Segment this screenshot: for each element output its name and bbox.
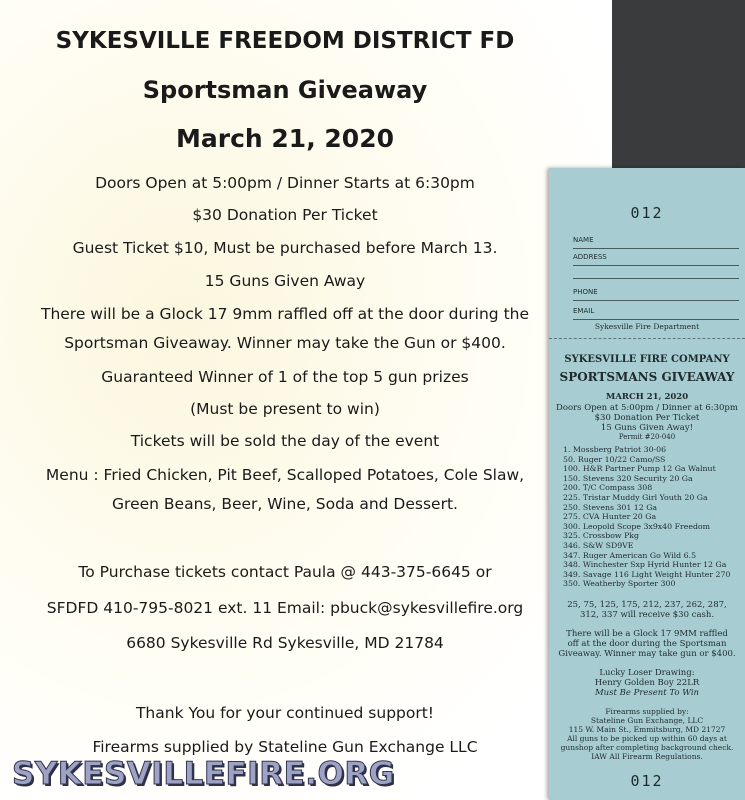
supplier-1: Firearms supplied by:	[605, 707, 689, 716]
cash-numbers-1: 25, 75, 125, 175, 212, 237, 262, 287,	[567, 600, 727, 610]
prize-item: 350. Weatherby Sporter 300	[563, 579, 676, 589]
raffle-ticket	[549, 168, 745, 800]
glock-text-1: There will be a Glock 17 9MM raffled	[566, 629, 728, 639]
glock-text-2: off at the door during the Sportsman	[567, 639, 727, 649]
flyer-guns: 15 Guns Given Away	[204, 272, 366, 290]
flyer-menu-1: Menu : Fried Chicken, Pit Beef, Scalloped Potatoes, Cole Slaw,	[45, 466, 525, 484]
flyer-tickets-sold: Tickets will be sold the day of the event	[130, 432, 440, 450]
flyer-address: 6680 Sykesville Rd Sykesville, MD 21784	[126, 634, 444, 652]
flyer-guest-ticket: Guest Ticket $10, Must be purchased before March 13.	[72, 239, 498, 257]
stub-department: Sykesville Fire Department	[594, 322, 700, 331]
prize-item: 348. Winchester Sxp Hyrid Hunter 12 Ga	[563, 560, 727, 570]
address-line-2	[573, 278, 739, 279]
prize-item: 275. CVA Hunter 20 Ga	[563, 512, 657, 522]
flyer-contact-2: SFDFD 410-795-8021 ext. 11 Email: pbuck@sykesvillefire.org	[46, 599, 524, 617]
lucky-loser-title: Lucky Loser Drawing:	[599, 668, 695, 678]
ticket-event: SPORTSMANS GIVEAWAY	[559, 370, 735, 384]
stub-number: 012	[630, 204, 664, 222]
ticket-company: SYKESVILLE FIRE COMPANY	[564, 354, 730, 365]
prize-item: 346. S&W SD9VE	[563, 540, 634, 550]
prize-item: 150. Stevens 320 Security 20 Ga	[563, 473, 693, 483]
flyer-thanks: Thank You for your continued support!	[135, 704, 435, 722]
supplier-6: IAW All Firearm Regulations.	[591, 752, 703, 761]
ticket-permit: Permit #20-040	[618, 433, 676, 441]
flyer-doors: Doors Open at 5:00pm / Dinner Starts at 6:30pm	[95, 174, 475, 192]
prize-item: 200. T/C Compass 308	[563, 483, 653, 493]
prize-item: 225. Tristar Muddy Girl Youth 20 Ga	[563, 492, 708, 502]
email-field: EMAIL	[573, 307, 739, 320]
flyer-guaranteed: Guaranteed Winner of 1 of the top 5 gun prizes	[101, 368, 469, 386]
prize-item: 349. Savage 116 Light Weight Hunter 270	[563, 569, 731, 579]
supplier-3: 115 W. Main St., Emmitsburg, MD 21727	[568, 725, 726, 734]
flyer-donation: $30 Donation Per Ticket	[192, 206, 378, 224]
prize-item: 347. Ruger American Go Wild 6.5	[563, 550, 697, 560]
ticket-date: MARCH 21, 2020	[605, 392, 689, 402]
prize-item: 50. Ruger 10/22 Camo/SS	[563, 454, 666, 464]
flyer-date: March 21, 2020	[176, 124, 394, 153]
ticket-guns: 15 Guns Given Away!	[600, 423, 694, 433]
supplier-2: Stateline Gun Exchange, LLC	[590, 716, 704, 725]
must-be-present: Must Be Present To Win	[594, 688, 700, 698]
prize-item: 250. Stevens 301 12 Ga	[563, 502, 658, 512]
flyer-subtitle: Sportsman Giveaway	[142, 76, 428, 104]
prize-item: 300. Leopold Scope 3x9x40 Freedom	[563, 521, 711, 531]
flyer-present: (Must be present to win)	[190, 400, 380, 418]
prize-item: 325. Crossbow Pkg	[563, 531, 640, 541]
flyer-menu-2: Green Beans, Beer, Wine, Soda and Dessert.	[112, 495, 458, 513]
site-watermark: SYKESVILLEFIRE.ORG	[12, 756, 395, 792]
name-field: NAME	[573, 236, 739, 249]
supplier-4: All guns to be picked up within 60 days at	[567, 734, 727, 743]
ticket-doors: Doors Open at 5:00pm / Dinner at 6:30pm	[556, 403, 738, 413]
flyer-supplier: Firearms supplied by Stateline Gun Exchange LLC	[92, 738, 478, 756]
prize-item: 1. Mossberg Patriot 30-06	[563, 445, 667, 454]
perforation	[549, 338, 745, 339]
ticket-number: 012	[630, 772, 664, 790]
flyer-title: SYKESVILLE FREEDOM DISTRICT FD	[55, 28, 515, 54]
flyer-glock-1: There will be a Glock 17 9mm raffled off at the door during the	[40, 305, 530, 323]
ticket-donation: $30 Donation Per Ticket	[594, 413, 700, 423]
flyer-glock-2: Sportsman Giveaway. Winner may take the Gun or $400.	[64, 334, 506, 352]
prize-list	[563, 445, 730, 589]
lucky-loser-prize: Henry Golden Boy 22LR	[594, 678, 700, 688]
supplier-5: gunshop after completing background check.	[560, 743, 734, 752]
address-field: ADDRESS	[573, 253, 739, 266]
flyer-contact-1: To Purchase tickets contact Paula @ 443-375-6645 or	[78, 563, 492, 581]
phone-field: PHONE	[573, 288, 739, 301]
prize-item: 100. H&R Partner Pump 12 Ga Walnut	[563, 464, 716, 474]
glock-text-3: Giveaway. Winner may take gun or $400.	[558, 649, 736, 659]
cash-numbers-2: 312, 337 will receive $30 cash.	[579, 610, 715, 620]
